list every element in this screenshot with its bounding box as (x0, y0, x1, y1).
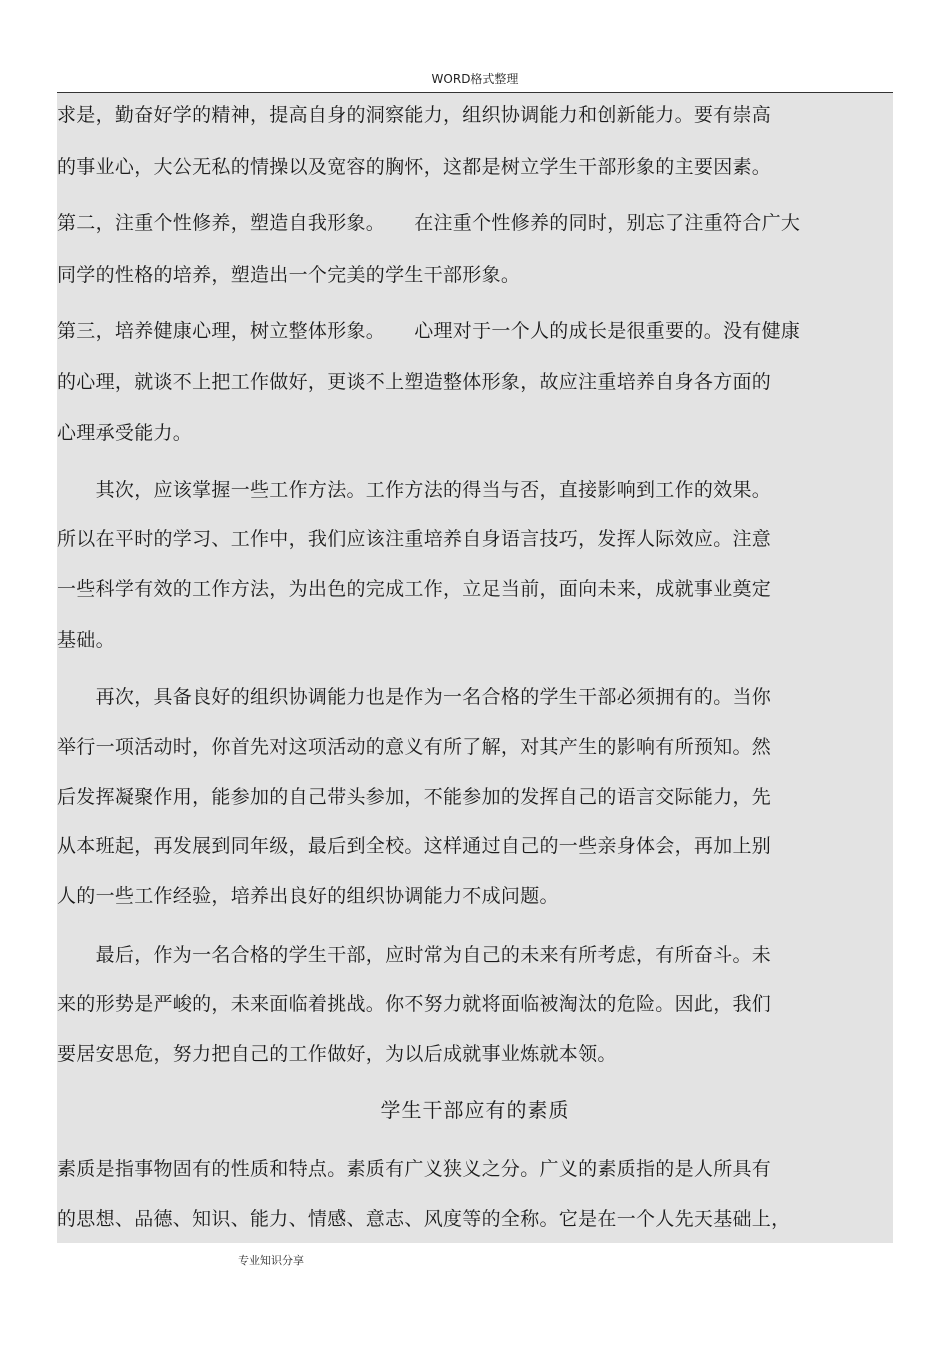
page-header: WORD格式整理 (431, 72, 519, 86)
text-line: 其次，应该掌握一些工作方法。工作方法的得当与否，直接影响到工作的效果。 (57, 479, 772, 501)
text-line: 的思想、品德、知识、能力、情感、意志、风度等的全称。它是在一个人先天基础上， (57, 1208, 791, 1230)
text-line: 从本班起，再发展到同年级，最后到全校。这样通过自己的一些亲身体会，再加上别 (57, 835, 772, 857)
text-line: 要居安思危，努力把自己的工作做好，为以后成就事业炼就本领。 (57, 1043, 617, 1065)
text-line: 同学的性格的培养，塑造出一个完美的学生干部形象。 (57, 264, 521, 286)
text-line: 一些科学有效的工作方法，为出色的完成工作，立足当前，面向未来，成就事业奠定 (57, 578, 772, 600)
text-line: 素质是指事物固有的性质和特点。素质有广义狭义之分。广义的素质指的是人所具有 (57, 1158, 772, 1180)
text-line: 再次，具备良好的组织协调能力也是作为一名合格的学生干部必须拥有的。当你 (57, 686, 772, 708)
text-line: 最后，作为一名合格的学生干部，应时常为自己的未来有所考虑，有所奋斗。未 (57, 944, 772, 966)
text-line: 后发挥凝聚作用，能参加的自己带头参加，不能参加的发挥自己的语言交际能力，先 (57, 786, 772, 808)
text-line: 的事业心，大公无私的情操以及宽容的胸怀，这都是树立学生干部形象的主要因素。 (57, 156, 772, 178)
text-line: 人的一些工作经验，培养出良好的组织协调能力不成问题。 (57, 885, 559, 907)
section-title: 学生干部应有的素质 (380, 1098, 570, 1122)
text-line: 第二，注重个性修养，塑造自我形象。 在注重个性修养的同时，别忘了注重符合广大 (57, 212, 801, 234)
text-line: 所以在平时的学习、工作中，我们应该注重培养自身语言技巧，发挥人际效应。注意 (57, 528, 772, 550)
text-line: 来的形势是严峻的，未来面临着挑战。你不努力就将面临被淘汰的危险。因此，我们 (57, 993, 772, 1015)
text-line: 的心理，就谈不上把工作做好，更谈不上塑造整体形象，故应注重培养自身各方面的 (57, 371, 772, 393)
text-line: 心理承受能力。 (57, 422, 193, 444)
page-footer: 专业知识分享 (238, 1254, 304, 1267)
text-line: 基础。 (57, 629, 115, 651)
text-line: 第三，培养健康心理，树立整体形象。 心理对于一个人的成长是很重要的。没有健康 (57, 320, 801, 342)
text-line: 求是，勤奋好学的精神，提高自身的洞察能力，组织协调能力和创新能力。要有崇高 (57, 104, 772, 126)
text-line: 举行一项活动时，你首先对这项活动的意义有所了解，对其产生的影响有所预知。然 (57, 736, 772, 758)
